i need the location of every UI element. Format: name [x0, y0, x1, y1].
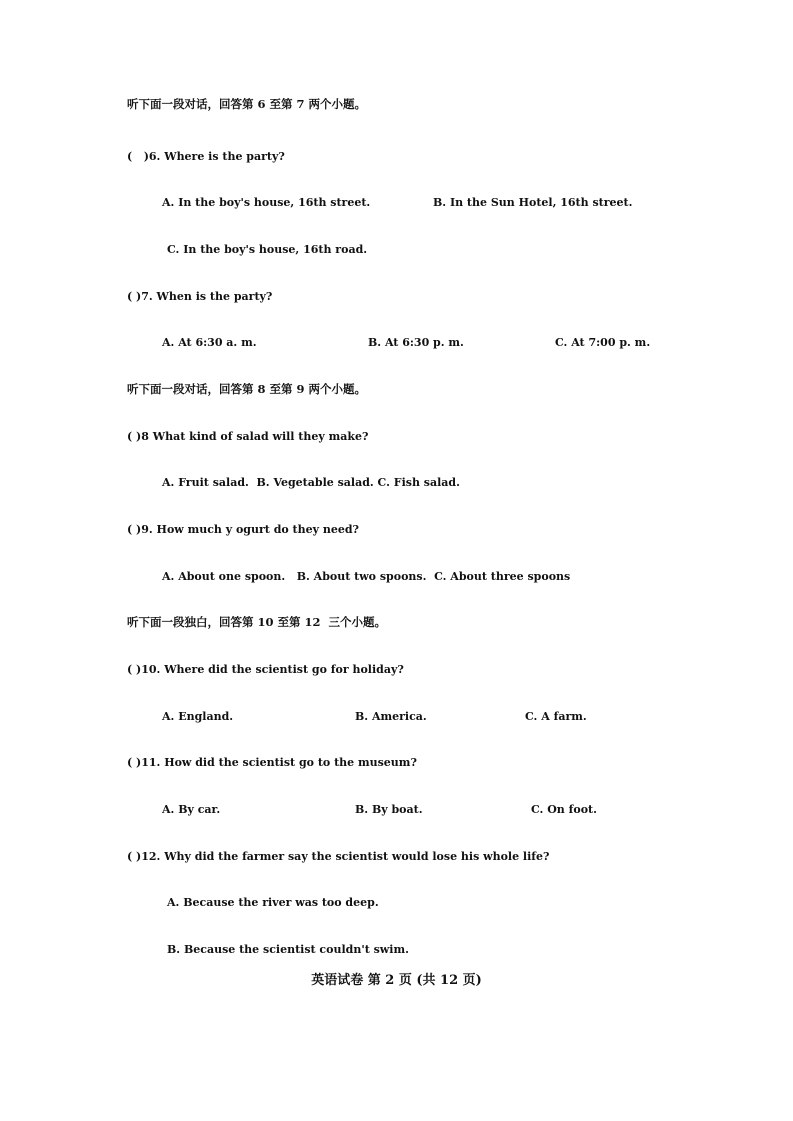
question-9-options: A. About one spoon. B. About two spoons. C. About three spoons [162, 570, 571, 583]
question-12-option-b: B. Because the scientist couldn't swim. [167, 943, 409, 956]
question-11-stem: ( )11. How did the scientist go to the museum? [127, 756, 417, 769]
question-6-option-b: B. In the Sun Hotel, 16th street. [433, 196, 633, 209]
question-7-option-b: B. At 6:30 p. m. [368, 336, 464, 349]
section-instruction-8-9: 听下面一段对话，回答第 8 至第 9 两个小题。 [127, 382, 367, 396]
question-6-option-c: C. In the boy's house, 16th road. [167, 243, 368, 256]
question-7-stem: ( )7. When is the party? [127, 290, 273, 303]
question-11-option-c: C. On foot. [531, 803, 597, 816]
question-7-option-c: C. At 7:00 p. m. [555, 336, 651, 349]
question-7-option-a: A. At 6:30 a. m. [162, 336, 257, 349]
question-6-option-a: A. In the boy's house, 16th street. [162, 196, 371, 209]
section-instruction-10-12: 听下面一段独白，回答第 10 至第 12 三个小题。 [127, 615, 387, 629]
question-8-options: A. Fruit salad. B. Vegetable salad. C. Fish salad. [162, 476, 460, 489]
question-12-option-a: A. Because the river was too deep. [167, 896, 379, 909]
page-footer: 英语试卷 第 2 页 (共 12 页) [311, 973, 482, 988]
question-10-stem: ( )10. Where did the scientist go for holiday? [127, 663, 404, 676]
question-10-option-b: B. America. [355, 710, 427, 723]
question-10-option-c: C. A farm. [525, 710, 587, 723]
question-10-option-a: A. England. [162, 710, 234, 723]
question-12-stem: ( )12. Why did the farmer say the scientist would lose his whole life? [127, 850, 550, 863]
question-11-option-a: A. By car. [162, 803, 221, 816]
question-11-option-b: B. By boat. [355, 803, 423, 816]
question-6-stem: ( )6. Where is the party? [127, 150, 285, 163]
section-instruction-6-7: 听下面一段对话，回答第 6 至第 7 两个小题。 [127, 97, 367, 111]
question-9-stem: ( )9. How much y ogurt do they need? [127, 523, 359, 536]
question-8-stem: ( )8 What kind of salad will they make? [127, 430, 369, 443]
